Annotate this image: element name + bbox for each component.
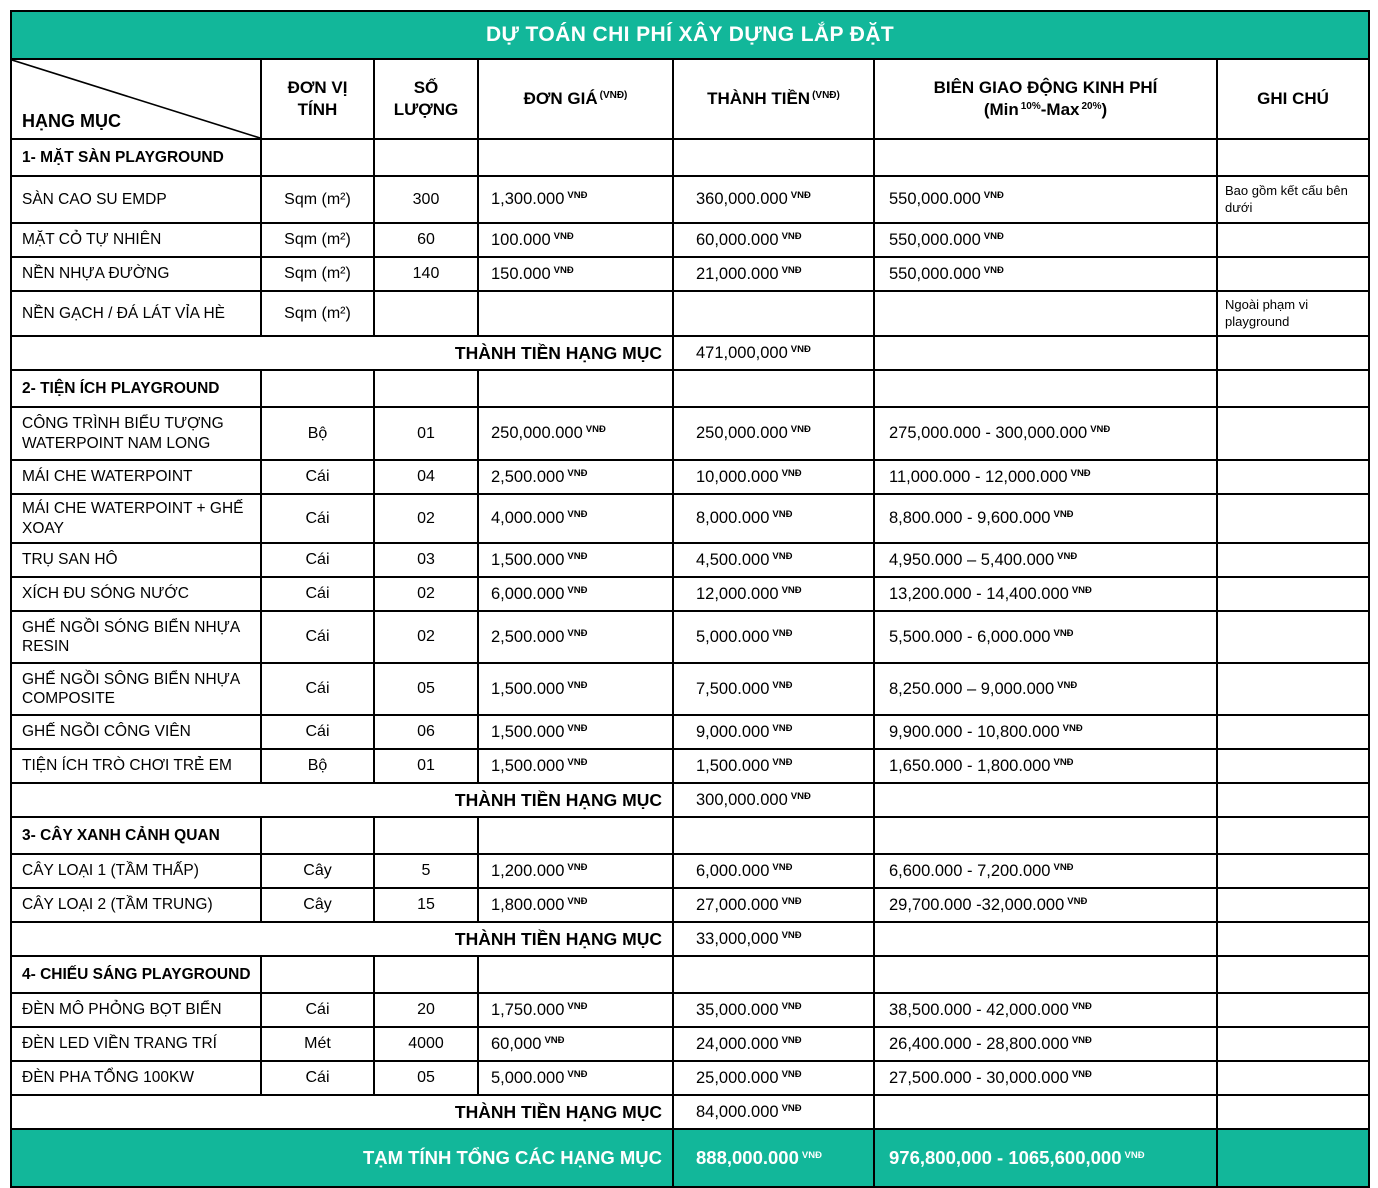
header-hang-muc-label: HẠNG MỤC [22,110,121,131]
item-note [1217,749,1369,783]
item-range: 26,400.000 - 28,800.000 $^{VNĐ}$ [874,1027,1217,1061]
item-name: ĐÈN LED VIỀN TRANG TRÍ [11,1027,261,1061]
item-qty: 15 [374,888,478,922]
item-note [1217,611,1369,663]
table-row [11,854,1369,888]
item-unit: Cái [261,715,374,749]
item-name: TRỤ SAN HÔ [11,543,261,577]
item-amount: 8,000.000 $^{VNĐ}$ [673,494,874,543]
item-amount: 250,000.000 $^{VNĐ}$ [673,407,874,460]
item-amount: 25,000.000 $^{VNĐ}$ [673,1061,874,1095]
header-range-line1: BIÊN GIAO ĐỘNG KINH PHÍ [933,77,1158,97]
empty-cell [261,817,374,854]
subtotal-row [11,922,1369,956]
table-row [11,543,1369,577]
item-unit: Bộ [261,749,374,783]
item-note [1217,407,1369,460]
item-unit: Cái [261,663,374,715]
table-row [11,749,1369,783]
item-name: GHẾ NGỒI CÔNG VIÊN [11,715,261,749]
item-amount: 27,000.000 $^{VNĐ}$ [673,888,874,922]
subtotal-row [11,1095,1369,1129]
item-range: 4,950.000 – 5,400.000 $^{VNĐ}$ [874,543,1217,577]
item-qty: 140 [374,257,478,291]
empty-cell [1217,922,1369,956]
item-unit-price [478,291,673,336]
table-row [11,176,1369,223]
item-qty: 05 [374,663,478,715]
item-note [1217,1061,1369,1095]
header-amount-label: THÀNH TIỀN [707,88,811,108]
item-range: 38,500.000 - 42,000.000 $^{VNĐ}$ [874,993,1217,1027]
item-note [1217,993,1369,1027]
item-amount: 4,500.000 $^{VNĐ}$ [673,543,874,577]
item-range: 6,600.000 - 7,200.000 $^{VNĐ}$ [874,854,1217,888]
item-note [1217,854,1369,888]
item-unit: Bộ [261,407,374,460]
header-unit-price-label: ĐƠN GIÁ [523,88,598,108]
item-unit-price: 100.000 $^{VNĐ}$ [478,223,673,257]
item-note [1217,1027,1369,1061]
empty-cell [673,370,874,407]
item-note [1217,494,1369,543]
empty-cell [374,370,478,407]
empty-cell [261,370,374,407]
empty-cell [261,956,374,993]
subtotal-row [11,783,1369,817]
empty-cell [478,139,673,176]
empty-cell [874,956,1217,993]
empty-cell [874,139,1217,176]
section-header-row [11,817,1369,854]
item-qty: 01 [374,407,478,460]
item-range: 13,200.000 - 14,400.000 $^{VNĐ}$ [874,577,1217,611]
item-amount: 21,000.000 $^{VNĐ}$ [673,257,874,291]
table-row [11,407,1369,460]
item-name: SÀN CAO SU EMDP [11,176,261,223]
subtotal-label: THÀNH TIỀN HẠNG MỤC [11,336,673,370]
item-qty: 05 [374,1061,478,1095]
item-unit: Cái [261,494,374,543]
subtotal-label: THÀNH TIỀN HẠNG MỤC [11,922,673,956]
empty-cell [874,1095,1217,1129]
table-row [11,663,1369,715]
page-title: DỰ TOÁN CHI PHÍ XÂY DỰNG LẮP ĐẶT [11,11,1369,59]
item-qty: 4000 [374,1027,478,1061]
item-unit: Sqm (m²) [261,291,374,336]
item-note [1217,663,1369,715]
empty-cell [874,370,1217,407]
item-unit: Cây [261,888,374,922]
item-unit: Cái [261,460,374,494]
item-name: CÂY LOẠI 1 (TẦM THẤP) [11,854,261,888]
empty-cell [261,139,374,176]
empty-cell [1217,1095,1369,1129]
item-range: 11,000.000 - 12,000.000 $^{VNĐ}$ [874,460,1217,494]
item-amount: 12,000.000 $^{VNĐ}$ [673,577,874,611]
cost-estimate-table [10,10,1370,1188]
header-qty-line1: SỐ [413,77,439,97]
empty-cell [478,956,673,993]
section-header-row [11,956,1369,993]
item-range: 1,650.000 - 1,800.000 $^{VNĐ}$ [874,749,1217,783]
item-note [1217,223,1369,257]
header-unit-price-currency: (VNĐ) [599,89,628,101]
section-title: 2- TIỆN ÍCH PLAYGROUND [11,370,261,407]
table-row [11,577,1369,611]
item-range: 8,250.000 – 9,000.000 $^{VNĐ}$ [874,663,1217,715]
empty-cell [874,817,1217,854]
item-note [1217,577,1369,611]
item-qty: 5 [374,854,478,888]
item-unit-price: 5,000.000 $^{VNĐ}$ [478,1061,673,1095]
subtotal-amount: 300,000.000 $^{VNĐ}$ [673,783,874,817]
item-unit-price: 1,500.000 $^{VNĐ}$ [478,749,673,783]
title-row [11,11,1369,59]
item-qty: 02 [374,577,478,611]
subtotal-label: THÀNH TIỀN HẠNG MỤC [11,1095,673,1129]
item-range: 5,500.000 - 6,000.000 $^{VNĐ}$ [874,611,1217,663]
item-qty: 01 [374,749,478,783]
item-unit-price: 1,500.000 $^{VNĐ}$ [478,663,673,715]
item-unit: Cái [261,543,374,577]
item-amount: 7,500.000 $^{VNĐ}$ [673,663,874,715]
empty-cell [874,336,1217,370]
item-range: 275,000.000 - 300,000.000 $^{VNĐ}$ [874,407,1217,460]
header-row [11,59,1369,139]
section-header-row [11,370,1369,407]
item-unit: Sqm (m²) [261,176,374,223]
item-name: ĐÈN MÔ PHỎNG BỌT BIỂN [11,993,261,1027]
empty-cell [374,817,478,854]
empty-cell [1217,956,1369,993]
item-name: TIỆN ÍCH TRÒ CHƠI TRẺ EM [11,749,261,783]
subtotal-amount: 33,000,000 $^{VNĐ}$ [673,922,874,956]
header-qty [374,59,478,139]
item-name: GHẾ NGỒI SÔNG BIỂN NHỰA COMPOSITE [11,663,261,715]
grand-total-row [11,1129,1369,1187]
item-name: MÁI CHE WATERPOINT [11,460,261,494]
header-range-line2: (Min $^{10\%}$-Max $^{20\%}$) [983,100,1108,119]
item-note [1217,715,1369,749]
table-row [11,291,1369,336]
item-unit-price: 1,200.000 $^{VNĐ}$ [478,854,673,888]
subtotal-amount: 84,000.000 $^{VNĐ}$ [673,1095,874,1129]
item-name: XÍCH ĐU SÓNG NƯỚC [11,577,261,611]
empty-cell [673,139,874,176]
item-note [1217,888,1369,922]
item-name: MÁI CHE WATERPOINT + GHẾ XOAY [11,494,261,543]
table-row [11,460,1369,494]
table-row [11,257,1369,291]
item-name: NỀN NHỰA ĐƯỜNG [11,257,261,291]
item-note [1217,543,1369,577]
header-amount [673,59,874,139]
item-amount [673,291,874,336]
item-unit-price: 2,500.000 $^{VNĐ}$ [478,460,673,494]
item-unit: Cái [261,993,374,1027]
header-amount-currency: (VNĐ) [812,89,840,101]
item-amount: 360,000.000 $^{VNĐ}$ [673,176,874,223]
item-note: Bao gồm kết cấu bên dưới [1217,176,1369,223]
table-row [11,1027,1369,1061]
item-qty: 06 [374,715,478,749]
item-amount: 60,000.000 $^{VNĐ}$ [673,223,874,257]
item-amount: 1,500.000 $^{VNĐ}$ [673,749,874,783]
item-note: Ngoài phạm vi playground [1217,291,1369,336]
table-row [11,1061,1369,1095]
item-amount: 24,000.000 $^{VNĐ}$ [673,1027,874,1061]
item-unit-price: 150.000 $^{VNĐ}$ [478,257,673,291]
item-range: 550,000.000 $^{VNĐ}$ [874,257,1217,291]
item-unit-price: 1,500.000 $^{VNĐ}$ [478,543,673,577]
item-range: 29,700.000 -32,000.000 $^{VNĐ}$ [874,888,1217,922]
grand-total-label: TẠM TÍNH TỔNG CÁC HẠNG MỤC [11,1129,673,1187]
item-amount: 5,000.000 $^{VNĐ}$ [673,611,874,663]
item-name: CÔNG TRÌNH BIỂU TƯỢNG WATERPOINT NAM LONG [11,407,261,460]
empty-cell [1217,783,1369,817]
item-range: 27,500.000 - 30,000.000 $^{VNĐ}$ [874,1061,1217,1095]
item-qty: 60 [374,223,478,257]
item-unit-price: 1,300.000 $^{VNĐ}$ [478,176,673,223]
item-range: 9,900.000 - 10,800.000 $^{VNĐ}$ [874,715,1217,749]
header-note: GHI CHÚ [1217,59,1369,139]
item-unit-price: 6,000.000 $^{VNĐ}$ [478,577,673,611]
empty-cell [1217,336,1369,370]
section-title: 4- CHIẾU SÁNG PLAYGROUND [11,956,261,993]
empty-cell [673,817,874,854]
empty-cell [374,956,478,993]
item-amount: 9,000.000 $^{VNĐ}$ [673,715,874,749]
item-qty: 03 [374,543,478,577]
item-unit: Cái [261,611,374,663]
empty-cell [1217,370,1369,407]
empty-cell [874,922,1217,956]
item-unit-price: 60,000 $^{VNĐ}$ [478,1027,673,1061]
item-name: ĐÈN PHA TỔNG 100KW [11,1061,261,1095]
item-name: CÂY LOẠI 2 (TẦM TRUNG) [11,888,261,922]
item-qty: 02 [374,494,478,543]
table-row [11,888,1369,922]
item-unit-price: 1,500.000 $^{VNĐ}$ [478,715,673,749]
item-unit: Cái [261,1061,374,1095]
table-row [11,715,1369,749]
item-range: 8,800.000 - 9,600.000 $^{VNĐ}$ [874,494,1217,543]
item-unit: Sqm (m²) [261,257,374,291]
item-range [874,291,1217,336]
item-unit-price: 2,500.000 $^{VNĐ}$ [478,611,673,663]
item-note [1217,460,1369,494]
item-unit-price: 250,000.000 $^{VNĐ}$ [478,407,673,460]
empty-cell [1217,139,1369,176]
empty-cell [1217,1129,1369,1187]
empty-cell [478,370,673,407]
header-hang-muc [11,59,261,139]
section-title: 3- CÂY XANH CẢNH QUAN [11,817,261,854]
item-unit-price: 1,800.000 $^{VNĐ}$ [478,888,673,922]
item-unit: Sqm (m²) [261,223,374,257]
empty-cell [374,139,478,176]
table-row [11,993,1369,1027]
subtotal-label: THÀNH TIỀN HẠNG MỤC [11,783,673,817]
item-qty: 04 [374,460,478,494]
item-range: 550,000.000 $^{VNĐ}$ [874,176,1217,223]
item-range: 550,000.000 $^{VNĐ}$ [874,223,1217,257]
item-qty: 300 [374,176,478,223]
header-unit-line1: ĐƠN VỊ [287,77,348,97]
item-qty: 20 [374,993,478,1027]
item-unit: Mét [261,1027,374,1061]
item-unit: Cây [261,854,374,888]
section-title: 1- MẶT SÀN PLAYGROUND [11,139,261,176]
subtotal-amount: 471,000,000 $^{VNĐ}$ [673,336,874,370]
empty-cell [673,956,874,993]
empty-cell [1217,817,1369,854]
item-qty [374,291,478,336]
item-name: NỀN GẠCH / ĐÁ LÁT VỈA HÈ [11,291,261,336]
table-row [11,223,1369,257]
grand-total-amount: 888,000.000 $^{VNĐ}$ [673,1129,874,1187]
item-unit-price: 4,000.000 $^{VNĐ}$ [478,494,673,543]
grand-total-range: 976,800,000 - 1065,600,000 $^{VNĐ}$ [874,1129,1217,1187]
table-row [11,494,1369,543]
header-unit-line2: TÍNH [297,100,338,119]
table-row [11,611,1369,663]
item-unit-price: 1,750.000 $^{VNĐ}$ [478,993,673,1027]
item-amount: 10,000.000 $^{VNĐ}$ [673,460,874,494]
subtotal-row [11,336,1369,370]
item-name: MẶT CỎ TỰ NHIÊN [11,223,261,257]
section-header-row [11,139,1369,176]
header-qty-line2: LƯỢNG [393,100,459,119]
item-amount: 35,000.000 $^{VNĐ}$ [673,993,874,1027]
item-name: GHẾ NGỒI SÓNG BIỂN NHỰA RESIN [11,611,261,663]
item-qty: 02 [374,611,478,663]
item-note [1217,257,1369,291]
item-unit: Cái [261,577,374,611]
header-unit-price [478,59,673,139]
empty-cell [874,783,1217,817]
header-unit [261,59,374,139]
header-range [874,59,1217,139]
item-amount: 6,000.000 $^{VNĐ}$ [673,854,874,888]
empty-cell [478,817,673,854]
